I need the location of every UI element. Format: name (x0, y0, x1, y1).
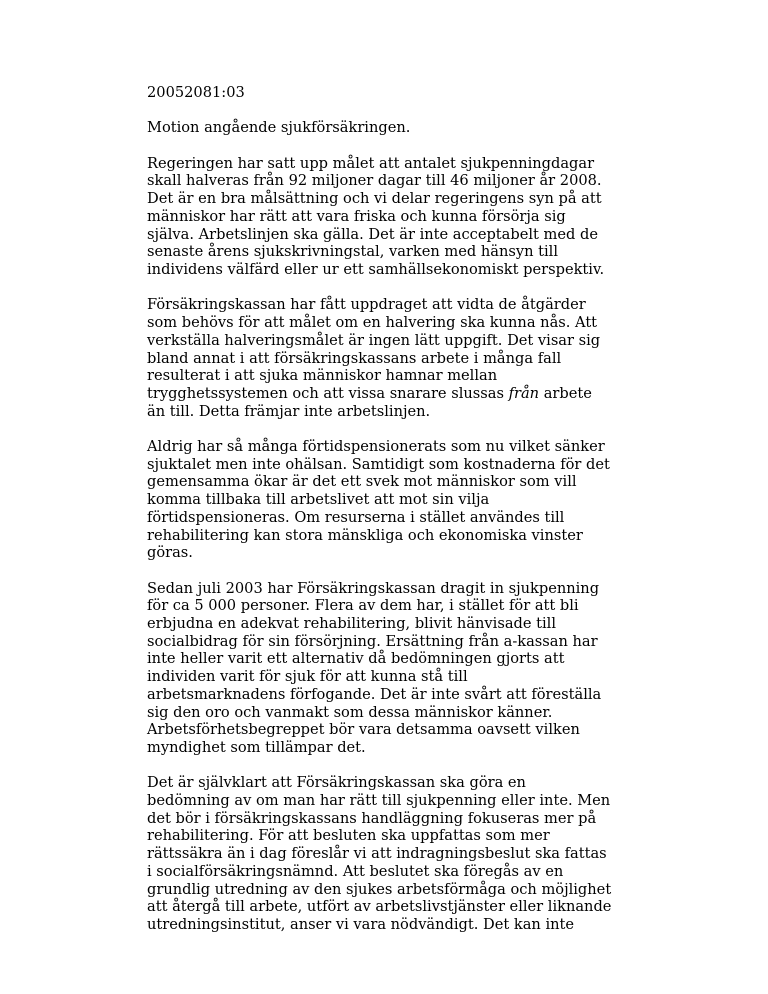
paragraph-2 (147, 296, 627, 420)
paragraph-3: Aldrig har så många förtidspensionerats som nu vilket sänker sjuktalet men inte ohälsan. Samtidigt som kostnaderna för det gemensamma ökar är det ett svek mot människor som vill komma tillbaka till arbetslivet att mot sin vilja förtidspensioneras. Om resurserna i stället användes till rehabilitering kan stora mänskliga och ekonomiska vinster göras. (147, 438, 610, 562)
paragraph-5: Det är självklart att Försäkringskassan ska göra en bedömning av om man har rätt till sjukpenning eller inte. Men det bör i försäkringskassans handläggning fokuseras mer på rehabilitering. För att besluten ska uppfattas som mer rättssäkra än i dag föreslår vi att indragningsbeslut ska fattas i socialförsäkringsnämnd. Att beslutet ska föregås av en grundlig utredning av den sjukes arbetsförmåga och möjlighet att återgå till arbete, utfört av arbetslivstjänster eller liknande utredningsinstitut, anser vi vara nödvändigt. Det kan inte (147, 774, 612, 933)
document-page (147, 84, 627, 951)
paragraph-2-text-end: arbete än till. Detta främjar inte arbetslinjen. (147, 384, 592, 420)
document-title: Motion angående sjukförsäkringen. (147, 119, 411, 137)
document-id: 20052081:03 (147, 84, 245, 101)
paragraph-2-emphasis: från (508, 384, 540, 402)
paragraph-1: Regeringen har satt upp målet att antalet sjukpenningdagar skall halveras från 92 miljoner dagar till 46 miljoner år 2008. Det är en bra målsättning och vi delar regeringens syn på att människor har rätt att vara friska och kunna försörja sig själva. Arbetslinjen ska gälla. Det är inte acceptabelt med de senaste årens sjukskrivningstal, varken med hänsyn till individens välfärd eller ur ett samhällsekonomiskt perspektiv. (147, 154, 605, 278)
paragraph-4: Sedan juli 2003 har Försäkringskassan dragit in sjukpenning för ca 5 000 personer. Flera av dem har, i stället för att bli erbjudna en adekvat rehabilitering, blivit hänvisade till socialbidrag för sin försörjning. Ersättning från a-kassan har inte heller varit ett alternativ då bedömningen gjorts att individen varit för sjuk för att kunna stå till arbetsmarknadens förfogande. Det är inte svårt att föreställa sig den oro och vanmakt som dessa människor känner. Arbetsförhetsbegreppet bör vara detsamma oavsett vilken myndighet som tillämpar det. (147, 579, 602, 756)
paragraph-2-text-start: Försäkringskassan har fått uppdraget att vidta de åtgärder som behövs för att målet om en halvering ska kunna nås. Att verkställa halveringsmålet är ingen lätt uppgift. Det visar sig bland annat i att försäkringskassans arbete i många fall resulterat i att sjuka människor hamnar mellan trygghetssystemen och att vissa snarare slussas (147, 296, 601, 402)
